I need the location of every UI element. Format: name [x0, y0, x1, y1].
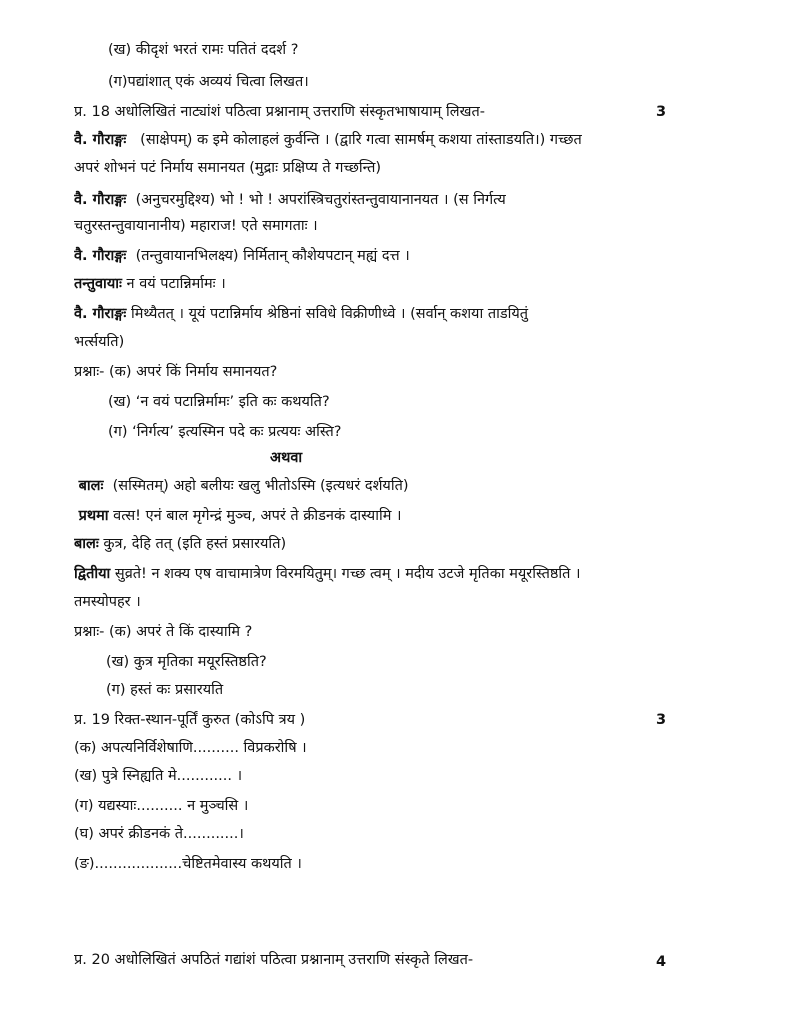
dialogue-text: (साक्षेपम्) क इमे कोलाहलं कुर्वन्ति । (द्वारि गत्वा सामर्षम् कशया तांस्ताडयति।) गच्छत — [140, 132, 582, 148]
speaker-label: वै. गौराङ्गः — [74, 192, 127, 208]
speaker-label: प्रथमा — [78, 508, 109, 524]
question-20-marks: 4 — [656, 954, 667, 970]
question-19-e: (ङ)...................चेष्टितमेवास्य कथयति । — [74, 856, 302, 872]
speaker-label: वै. गौराङ्गः — [74, 132, 127, 148]
question-20-heading: प्र. 20 अधोलिखितं अपठितं गद्यांशं पठित्वा प्रश्नानाम् उत्तराणि संस्कृते लिखत- — [74, 952, 474, 968]
question-18-a: प्रश्नाः- (क) अपरं किं निर्माय समानयत? — [74, 364, 278, 380]
speaker-label: बालः — [74, 536, 99, 552]
alt-dialogue-line-1 — [74, 476, 762, 496]
athava-heading: अथवा — [270, 450, 303, 466]
dialogue-text: न वयं पटान्निर्मामः । — [126, 276, 226, 292]
speaker-label: वै. गौराङ्गः — [74, 248, 127, 264]
alt-dialogue-line-2 — [74, 506, 762, 526]
question-18-b: (ख) ‘न वयं पटान्निर्मामः’ इति कः कथयति? — [108, 394, 330, 410]
question-18-alt-c: (ग) हस्तं कः प्रसारयति — [106, 682, 224, 698]
dialogue-text: कुत्र, देहि तत् (इति हस्तं प्रसारयति) — [103, 536, 287, 552]
dialogue-line-4 — [74, 274, 762, 294]
dialogue-line-1 — [74, 130, 762, 150]
dialogue-line-1-cont: अपरं शोभनं पटं निर्माय समानयत (मुद्राः प्रक्षिप्य ते गच्छन्ति) — [74, 160, 382, 176]
question-19-d: (घ) अपरं क्रीडनकं ते............। — [74, 826, 244, 842]
question-19-c: (ग) यद्यस्याः.......... न मुञ्चसि । — [74, 798, 249, 814]
question-18-alt-b: (ख) कुत्र मृतिका मयूरस्तिष्ठति? — [106, 654, 267, 670]
dialogue-text: (सस्मितम्) अहो बलीयः खलु भीतोऽस्मि (इत्यधरं दर्शयति) — [112, 478, 409, 494]
dialogue-text: मिथ्यैतत् । यूयं पटान्निर्माय श्रेष्ठिनां सविधे विक्रीणीध्वे । (सर्वान् कशया ताडयितुं — [130, 306, 529, 322]
dialogue-line-5 — [74, 304, 762, 324]
dialogue-line-2 — [74, 190, 762, 210]
dialogue-line-2-cont: चतुरस्तन्तुवायानानीय) महाराज! एते समागताः । — [74, 218, 318, 234]
speaker-label: वै. गौराङ्गः — [74, 306, 127, 322]
question-18-heading: प्र. 18 अधोलिखितं नाट्यांशं पठित्वा प्रश्नानाम् उत्तराणि संस्कृतभाषायाम् लिखत- — [74, 104, 485, 120]
speaker-label: बालः — [78, 478, 104, 494]
question-18-alt-a: प्रश्नाः- (क) अपरं ते किं दास्यामि ? — [74, 624, 253, 640]
alt-dialogue-line-4-cont: तमस्योपहर । — [74, 594, 141, 610]
speaker-label: तन्तुवायाः — [74, 276, 122, 292]
question-17-c: (ग)पद्यांशात् एकं अव्ययं चित्वा लिखत। — [108, 74, 309, 90]
question-18-c: (ग) ‘निर्गत्य’ इत्यस्मिन पदे कः प्रत्ययः अस्ति? — [108, 424, 342, 440]
speaker-label: द्वितीया — [74, 566, 111, 582]
dialogue-line-5-cont: भर्त्सयति) — [74, 334, 125, 350]
question-19-b: (ख) पुत्रे स्निह्यति मे............ । — [74, 768, 243, 784]
dialogue-text: वत्स! एनं बाल मृगेन्द्रं मुञ्च, अपरं ते क्रीडनकं दास्यामि । — [113, 508, 402, 524]
question-17-b: (ख) कीदृशं भरतं रामः पतितं ददर्श ? — [108, 42, 299, 58]
dialogue-text: (अनुचरमुद्दिश्य) भो ! भो ! अपरांस्त्रिचतुरांस्तन्तुवायानानयत । (स निर्गत्य — [135, 192, 506, 208]
alt-dialogue-line-3 — [74, 534, 762, 554]
dialogue-text: (तन्तुवायानभिलक्ष्य) निर्मितान् कौशेयपटान् मह्यं दत्त । — [135, 248, 410, 264]
dialogue-text: सुव्रते! न शक्य एष वाचामात्रेण विरमयितुम्। गच्छ त्वम् । मदीय उटजे मृतिका मयूरस्तिष्ठति । — [114, 566, 581, 582]
question-19-heading: प्र. 19 रिक्त-स्थान-पूर्तिं कुरुत (कोऽपि त्रय ) — [74, 712, 306, 728]
dialogue-line-3 — [74, 246, 762, 266]
question-19-marks: 3 — [656, 712, 667, 728]
question-19-a: (क) अपत्यनिर्विशेषाणि.......... विप्रकरोषि । — [74, 740, 307, 756]
question-18-marks: 3 — [656, 104, 667, 120]
alt-dialogue-line-4 — [74, 564, 762, 584]
